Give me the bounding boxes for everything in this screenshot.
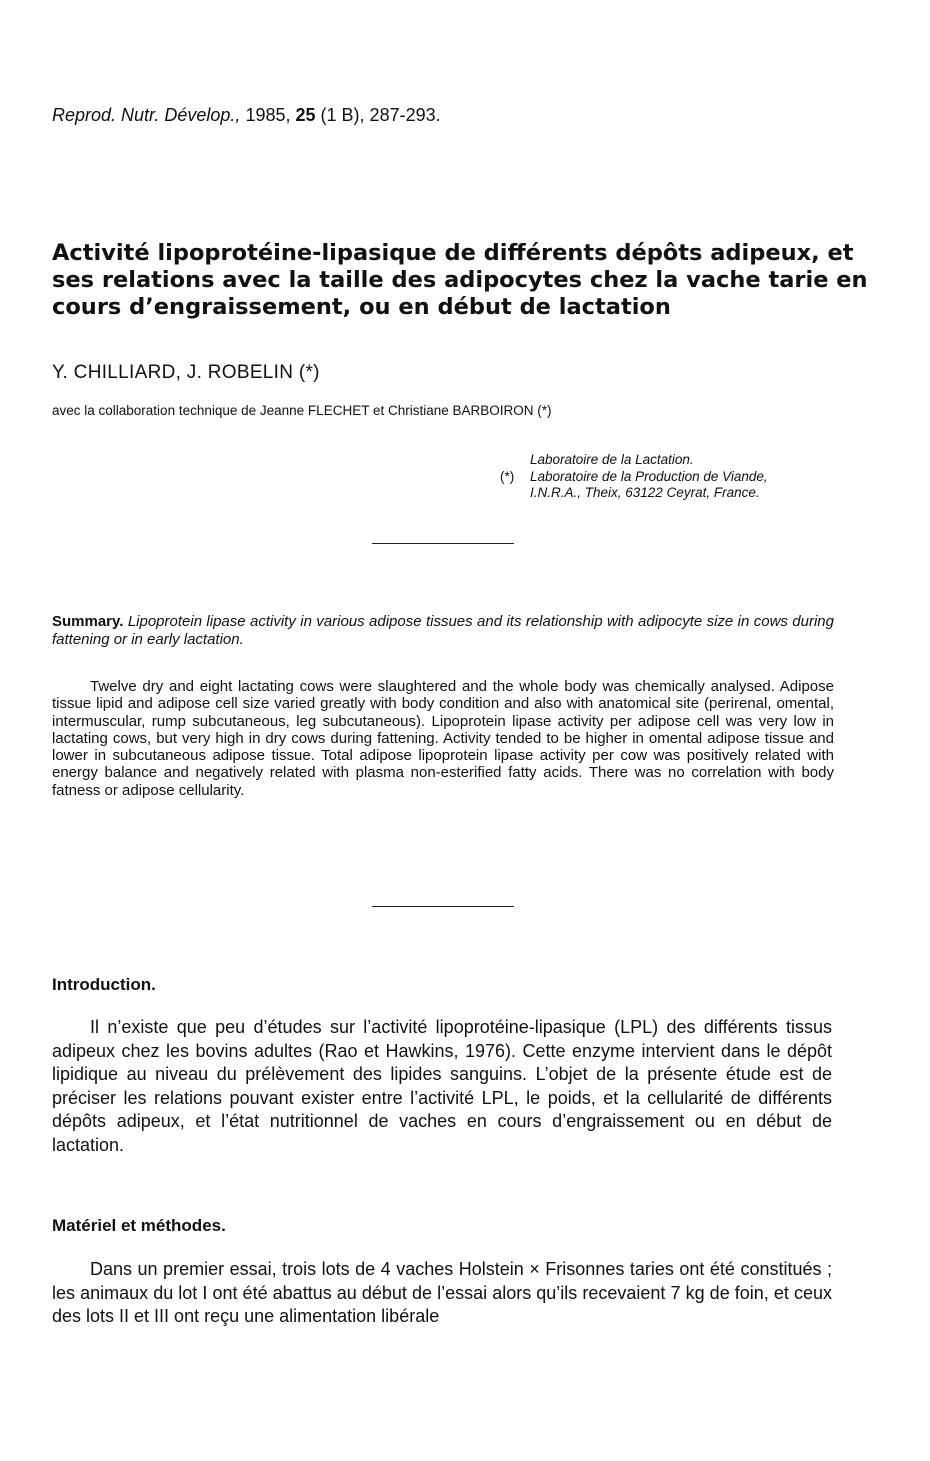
collaboration-note: avec la collaboration technique de Jeanne FLECHET et Christiane BARBOIRON (*) xyxy=(52,403,552,418)
authors: Y. CHILLIARD, J. ROBELIN (*) xyxy=(52,362,320,383)
affiliation-line-1: Laboratoire de la Lactation. xyxy=(530,452,694,467)
methods-heading: Matériel et méthodes. xyxy=(52,1216,226,1235)
citation-journal: Reprod. Nutr. Dévelop., xyxy=(52,105,241,125)
separator-rule xyxy=(372,543,514,544)
affiliation-line-2: (*) Laboratoire de la Production de Viande, xyxy=(500,468,768,484)
citation-year: 1985, xyxy=(245,105,291,125)
citation xyxy=(52,105,441,126)
affiliation-mark: (*) xyxy=(500,468,515,484)
affiliation-line-3: I.N.R.A., Theix, 63122 Ceyrat, France. xyxy=(530,485,760,500)
summary-label: Summary. xyxy=(52,613,124,630)
summary-heading xyxy=(52,613,834,649)
summary-title: Lipoprotein lipase activity in various adipose tissues and its relationship with adipocyte size in cows during fattening or in early lactation. xyxy=(52,613,834,648)
citation-issue-pages: (1 B), 287-293. xyxy=(320,105,441,125)
separator-rule xyxy=(372,906,514,907)
affiliations xyxy=(500,452,768,502)
paper-title: Activité lipoprotéine-lipasique de différents dépôts adipeux, et ses relations avec la taille des adipocytes chez la vache tarie en cours d’engraissement, ou en début de lactation xyxy=(52,240,868,320)
summary-body: Twelve dry and eight lactating cows were slaughtered and the whole body was chemically analysed. Adipose tissue lipid and adipose cell size varied greatly with body condition and also with anatomical site (perirenal, omental, intermuscular, rump subcutaneous, leg subcutaneous). Lipoprotein lipase activity per adipose cell was very low in lactating cows, but very high in dry cows during fattening. Activity tended to be higher in omental adipose tissue and lower in subcutaneous adipose tissue. Total adipose lipoprotein lipase activity per cow was positively related with energy balance and negatively related with plasma non-esterified fatty acids. There was no correlation with body fatness or adipose cellularity. xyxy=(52,678,834,799)
methods-text: Dans un premier essai, trois lots de 4 vaches Holstein × Frisonnes taries ont été constitués ; les animaux du lot I ont été abattus au début de l’essai alors qu’ils recevaient 7 kg de foin, et ceux des lots II et III ont reçu une alimentation libérale xyxy=(52,1259,832,1327)
introduction-heading: Introduction. xyxy=(52,975,156,994)
introduction-text: Il n’existe que peu d’études sur l’activité lipoprotéine-lipasique (LPL) des différents tissus adipeux chez les bovins adultes (Rao et Hawkins, 1976). Cette enzyme intervient dans le dépôt lipidique au niveau du prélèvement des lipides sanguins. L’objet de la présente étude est de préciser les relations pouvant exister entre l’activité LPL, le poids, et la cellularité de différents dépôts adipeux, et l’état nutritionnel de vaches en cours d’engraissement ou en début de lactation. xyxy=(52,1017,832,1155)
citation-volume: 25 xyxy=(295,105,316,125)
